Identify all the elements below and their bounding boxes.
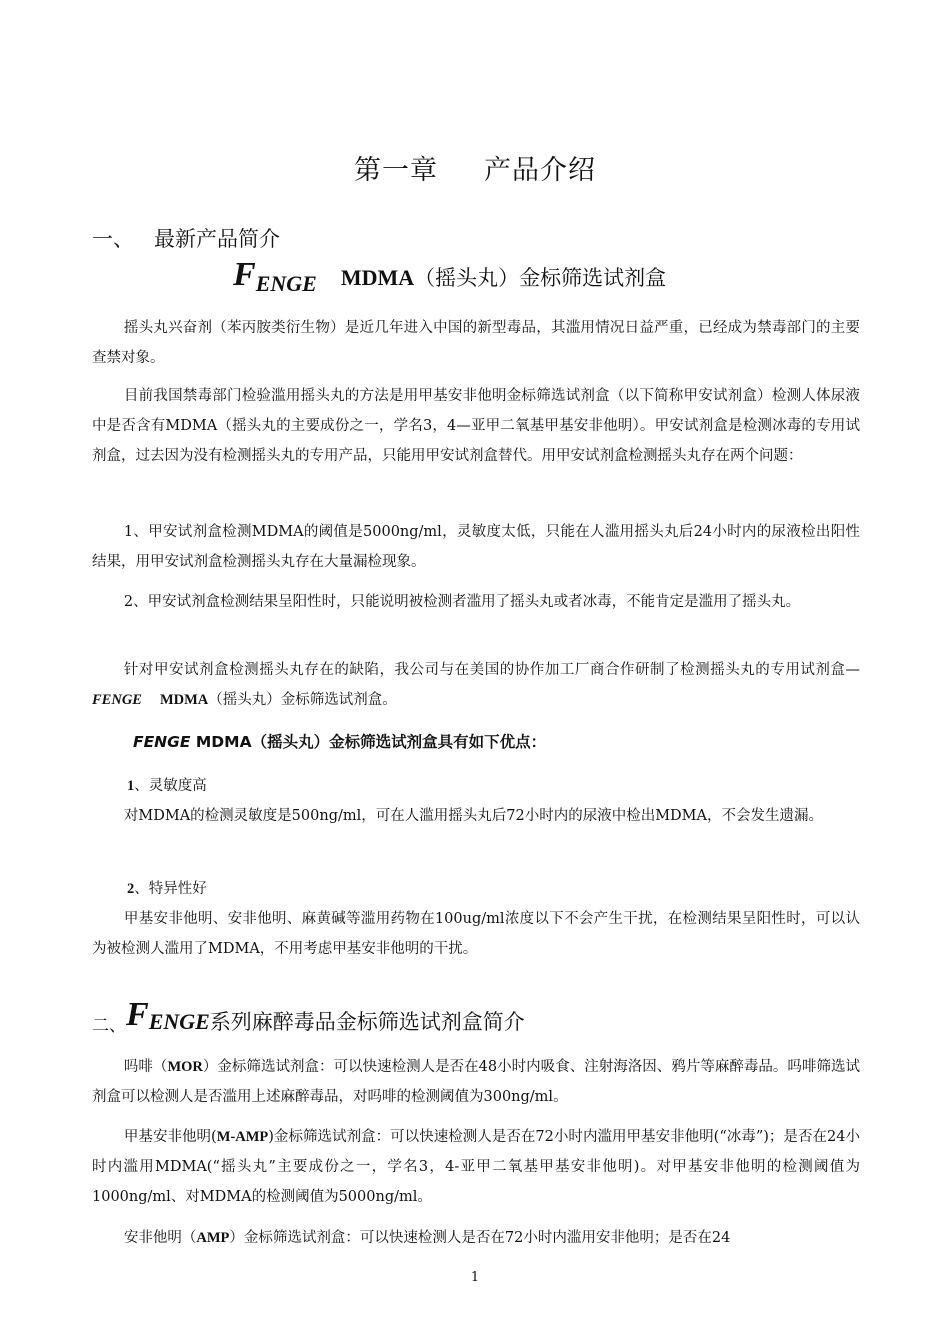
chapter-name: 产品介绍 (484, 155, 596, 186)
section-2-brand-initial: F (126, 996, 149, 1033)
amp-text-a: 安非他明（ (123, 1230, 197, 1246)
solution-brand: FENGE (92, 692, 142, 708)
mamp-code: M-AMP (216, 1129, 269, 1145)
brand-initial: F (233, 256, 256, 293)
solution-text-a: 针对甲安试剂盒检测摇头丸存在的缺陷，我公司与在美国的协作加工厂商合作研制了检测摇头丸的专用试剂盒— (123, 662, 860, 678)
paragraph-solution (92, 655, 860, 715)
paragraph-intro: 摇头丸兴奋剂（苯丙胺类衍生物）是近几年进入中国的新型毒品，其滥用情况日益严重，已经成为禁毒部门的主要查禁对象。 (92, 320, 860, 366)
advantages-heading (133, 730, 546, 752)
mor-text-a: 吗啡（ (123, 1059, 168, 1075)
amp-text-c: ）金标筛选试剂盒：可以快速检测人是否在72小时内滥用安非他明；是否在24 (229, 1230, 731, 1246)
chapter-number: 第一章 (354, 155, 438, 186)
section-1-heading (92, 223, 280, 253)
paragraph-mor (92, 1052, 860, 1112)
mamp-text-a: 甲基安非他明( (123, 1129, 217, 1145)
paragraph-problem-1: 1、甲安试剂盒检测MDMA的阈值是5000ng/ml，灵敏度太低，只能在人滥用摇头丸后24小时内的尿液检出阳性结果，用甲安试剂盒检测摇头丸存在大量漏检现象。 (92, 524, 860, 570)
item-1-heading (127, 774, 207, 795)
section-2-brand-rest: ENGE (148, 1009, 210, 1034)
paragraph-amp (92, 1223, 860, 1253)
mor-text-c: ）金标筛选试剂盒：可以快速检测人是否在48小时内吸食、注射海洛因、鸦片等麻醉毒品。吗啡筛选试剂盒可以检测人是否滥用上述麻醉毒品，对吗啡的检测阈值为300ng/ml。 (92, 1059, 860, 1105)
product-title (233, 256, 666, 294)
paragraph-problem-2: 2、甲安试剂盒检测结果呈阳性时，只能说明被检测者滥用了摇头丸或者冰毒，不能肯定是滥用了摇头丸。 (123, 594, 801, 610)
advantages-brand: FENGE (133, 733, 191, 751)
section-2-number: 二、 (92, 1016, 126, 1036)
advantages-mdma: MDMA (195, 733, 252, 751)
product-mdma: MDMA (340, 265, 415, 290)
mamp-text-c: )金标筛选试剂盒：可以快速检测人是否在72小时内滥用甲基安非他明(“冰毒”)；是否在24小时内滥用MDMA(“摇头丸”主要成份之一，学名3，4-亚甲二氧基甲基安非他明)。对甲基安非他明的检测阈值为1000ng/ml、对MDMA的检测阈值为5000ng/ml。 (92, 1129, 860, 1205)
paragraph-method: 目前我国禁毒部门检验滥用摇头丸的方法是用甲基安非他明金标筛选试剂盒（以下简称甲安试剂盒）检测人体尿液中是否含有MDMA（摇头丸的主要成份之一，学名3，4—亚甲二氧基甲基安非他明）。甲安试剂盒是检测冰毒的专用试剂盒，过去因为没有检测摇头丸的专用产品，只能用甲安试剂盒替代。用甲安试剂盒检测摇头丸存在两个问题： (92, 388, 860, 464)
brand-rest: ENGE (255, 271, 317, 296)
section-1-number: 一、 (92, 227, 134, 251)
item-1-text: 对MDMA的检测灵敏度是500ng/ml，可在人滥用摇头丸后72小时内的尿液中检出MDMA，不会发生遗漏。 (123, 808, 823, 824)
section-1-title: 最新产品简介 (154, 227, 280, 251)
advantages-rest: （摇头丸）金标筛选试剂盒具有如下优点： (251, 733, 547, 751)
chapter-title (0, 148, 950, 187)
solution-text-b: （摇头丸）金标筛选试剂盒。 (208, 692, 397, 708)
item-2-text: 甲基安非他明、安非他明、麻黄碱等滥用药物在100ug/ml浓度以下不会产生干扰，在检测结果呈阳性时，可以认为被检测人滥用了MDMA，不用考虑甲基安非他明的干扰。 (92, 911, 860, 957)
item-1-label: 、灵敏度高 (134, 778, 207, 794)
solution-mdma: MDMA (159, 692, 209, 708)
amp-code: AMP (196, 1230, 230, 1246)
item-2-label: 、特异性好 (134, 881, 207, 897)
section-2-title: 系列麻醉毒品金标筛选试剂盒简介 (209, 1010, 525, 1034)
paragraph-mamp (92, 1122, 860, 1212)
item-1-number: 1 (127, 778, 135, 794)
item-2-heading (127, 877, 207, 898)
item-2-number: 2 (127, 881, 135, 897)
mor-code: MOR (167, 1059, 203, 1075)
section-2-heading (92, 996, 525, 1034)
page-number: 1 (470, 1270, 480, 1285)
product-title-rest: （摇头丸）金标筛选试剂盒 (414, 266, 667, 290)
